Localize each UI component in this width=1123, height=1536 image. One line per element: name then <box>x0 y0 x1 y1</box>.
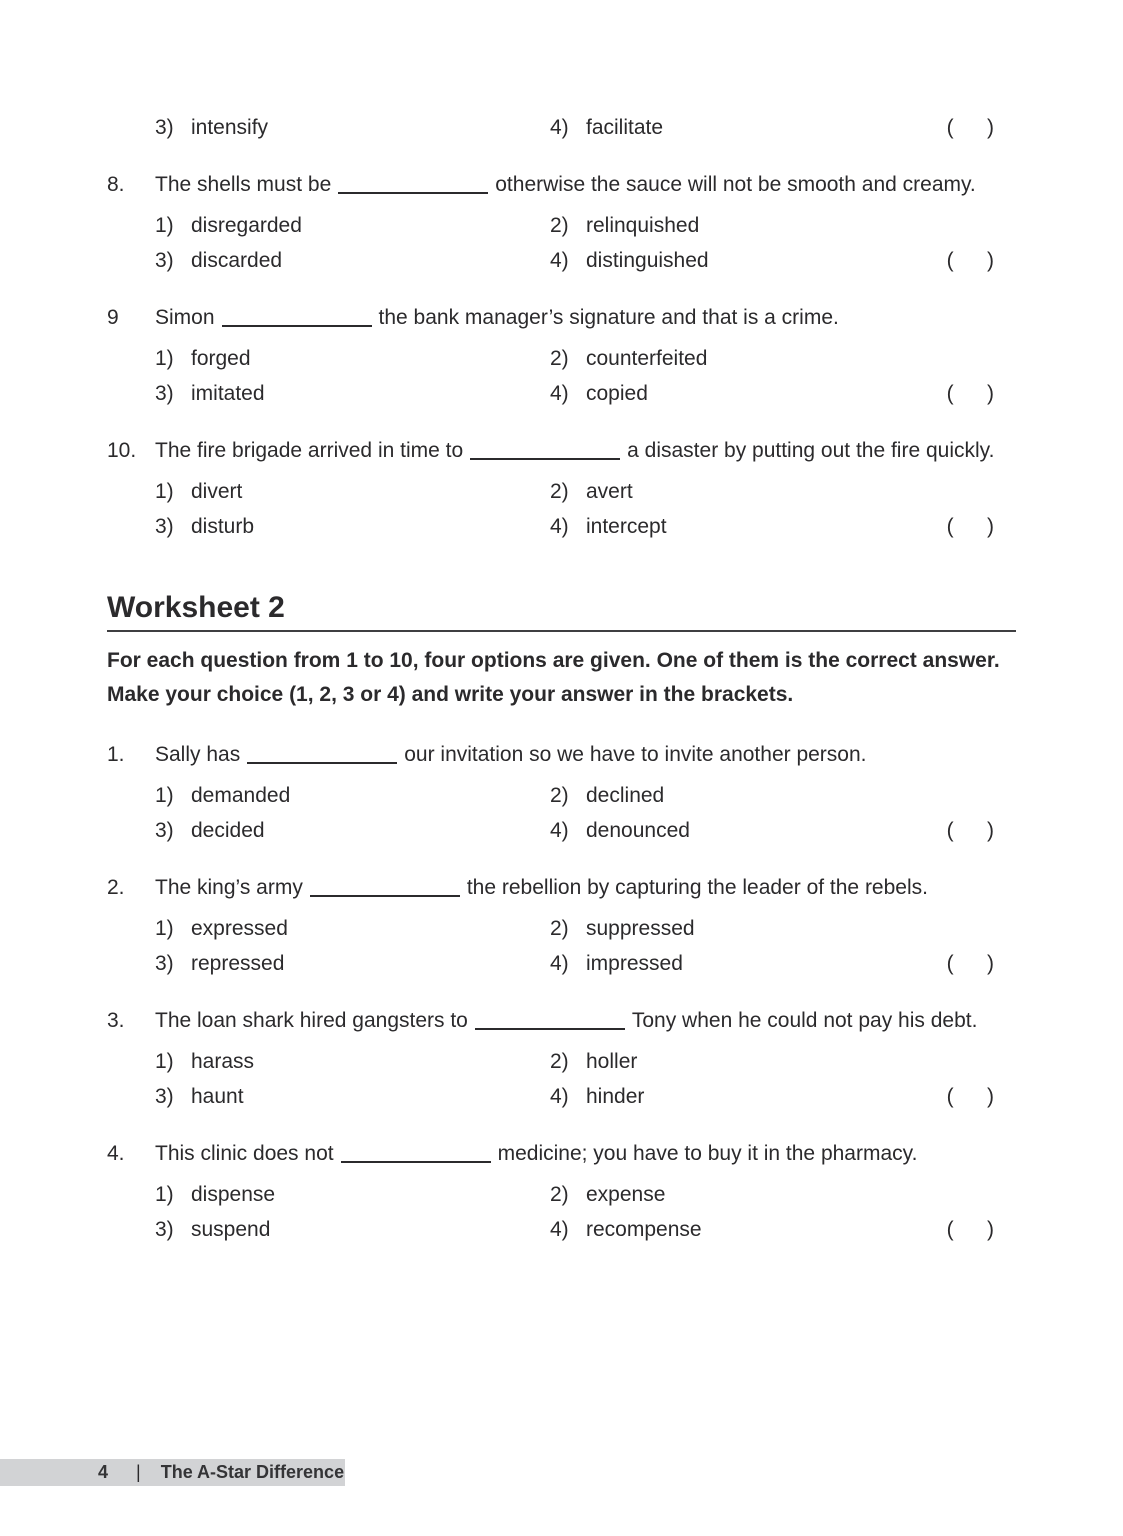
answer-brackets[interactable]: ( ) <box>946 819 996 842</box>
question-line <box>107 433 1016 468</box>
option-number: 2) <box>550 1183 569 1206</box>
question-text-after: our invitation so we have to invite another person. <box>404 743 867 766</box>
option-number: 1) <box>155 480 174 503</box>
question-text-after: otherwise the sauce will not be smooth and creamy. <box>495 173 976 196</box>
question-line <box>107 1003 1016 1038</box>
question-text-after: the rebellion by capturing the leader of the rebels. <box>466 876 928 899</box>
options-row-1 <box>155 778 1016 813</box>
question-text <box>155 1003 1016 1038</box>
question-number: 1. <box>107 743 125 766</box>
answer-blank[interactable] <box>310 895 460 897</box>
option-number: 4) <box>550 116 569 139</box>
question-number: 8. <box>107 173 125 196</box>
question-number: 3. <box>107 1009 125 1032</box>
option-2 <box>550 474 1016 509</box>
option-3 <box>155 110 550 145</box>
option-number: 1) <box>155 1050 174 1073</box>
options-row-2 <box>155 946 1016 981</box>
option-4 <box>550 110 947 145</box>
question-line <box>107 167 1016 202</box>
option-3 <box>155 946 550 981</box>
option-1 <box>155 474 550 509</box>
option-1 <box>155 911 550 946</box>
option-label: distinguished <box>586 249 709 272</box>
options-block <box>155 1044 1016 1114</box>
option-number: 1) <box>155 784 174 807</box>
page-number: 4 <box>98 1462 109 1482</box>
options-block <box>155 341 1016 411</box>
options-block <box>155 208 1016 278</box>
option-number: 4) <box>550 1218 569 1241</box>
option-label: hinder <box>586 1085 645 1108</box>
option-number: 4) <box>550 952 569 975</box>
option-4 <box>550 1212 947 1247</box>
option-label: expressed <box>191 917 288 940</box>
options-row-2 <box>155 509 1016 544</box>
option-number: 3) <box>155 952 174 975</box>
option-number: 2) <box>550 214 569 237</box>
question-number: 9 <box>107 306 119 329</box>
option-number: 3) <box>155 116 174 139</box>
option-label: expense <box>586 1183 666 1206</box>
option-4 <box>550 509 947 544</box>
option-4 <box>550 243 947 278</box>
question-text-before: The shells must be <box>155 173 332 196</box>
worksheet-2-questions <box>107 737 1016 1247</box>
option-label: dispense <box>191 1183 276 1206</box>
answer-brackets[interactable]: ( ) <box>946 116 996 139</box>
answer-brackets[interactable]: ( ) <box>946 382 996 405</box>
answer-blank[interactable] <box>338 192 488 194</box>
option-label: haunt <box>191 1085 244 1108</box>
option-label: relinquished <box>586 214 700 237</box>
option-number: 2) <box>550 1050 569 1073</box>
option-1 <box>155 341 550 376</box>
question-text <box>155 167 1016 202</box>
option-label: intensify <box>191 116 269 139</box>
answer-brackets[interactable]: ( ) <box>946 249 996 272</box>
page-footer <box>0 1459 345 1486</box>
question-text-after: medicine; you have to buy it in the pharmacy. <box>497 1142 918 1165</box>
option-number: 1) <box>155 347 174 370</box>
option-2 <box>550 1044 1016 1079</box>
options-row-2 <box>155 1212 1016 1247</box>
option-2 <box>550 911 1016 946</box>
answer-blank[interactable] <box>222 325 372 327</box>
option-3 <box>155 1212 550 1247</box>
option-number: 3) <box>155 249 174 272</box>
question-text <box>155 870 1016 905</box>
option-number: 2) <box>550 480 569 503</box>
answer-blank[interactable] <box>475 1028 625 1030</box>
option-4 <box>550 946 947 981</box>
options-block <box>155 911 1016 981</box>
question-text <box>155 1136 1016 1171</box>
option-label: suppressed <box>586 917 695 940</box>
option-2 <box>550 208 1016 243</box>
option-number: 4) <box>550 515 569 538</box>
option-1 <box>155 208 550 243</box>
option-3 <box>155 243 550 278</box>
question-text-before: The king’s army <box>155 876 303 899</box>
option-label: intercept <box>586 515 667 538</box>
options-row-1 <box>155 208 1016 243</box>
ws2-question-2 <box>107 870 1016 981</box>
book-title: The A-Star Difference <box>160 1462 345 1482</box>
option-label: disturb <box>191 515 255 538</box>
option-number: 4) <box>550 382 569 405</box>
option-number: 1) <box>155 1183 174 1206</box>
option-label: avert <box>586 480 633 503</box>
option-label: holler <box>586 1050 638 1073</box>
answer-blank[interactable] <box>470 458 620 460</box>
question-text-before: Sally has <box>155 743 241 766</box>
question-number: 10. <box>107 439 137 462</box>
question-text-before: This clinic does not <box>155 1142 334 1165</box>
option-label: demanded <box>191 784 291 807</box>
option-2 <box>550 341 1016 376</box>
option-1 <box>155 1177 550 1212</box>
option-number: 1) <box>155 214 174 237</box>
answer-blank[interactable] <box>247 762 397 764</box>
options-row-1 <box>155 911 1016 946</box>
option-number: 2) <box>550 917 569 940</box>
option-4 <box>550 813 947 848</box>
option-label: denounced <box>586 819 690 842</box>
worksheet-2-header <box>107 590 1016 632</box>
option-label: declined <box>586 784 665 807</box>
option-label: discarded <box>191 249 283 272</box>
question-text-before: The fire brigade arrived in time to <box>155 439 464 462</box>
option-3 <box>155 813 550 848</box>
question-text-after: the bank manager’s signature and that is a crime. <box>378 306 839 329</box>
option-number: 3) <box>155 382 174 405</box>
options-row-1 <box>155 1044 1016 1079</box>
option-label: harass <box>191 1050 255 1073</box>
options-row-2 <box>155 1079 1016 1114</box>
question-text <box>155 433 1016 468</box>
ws2-question-4 <box>107 1136 1016 1247</box>
question-text-after: Tony when he could not pay his debt. <box>631 1009 978 1032</box>
question-text-before: The loan shark hired gangsters to <box>155 1009 468 1032</box>
worksheet-2-heading: Worksheet 2 <box>107 591 285 624</box>
options-row-2 <box>155 813 1016 848</box>
option-4 <box>550 376 947 411</box>
option-number: 3) <box>155 819 174 842</box>
worksheet-2-instructions: For each question from 1 to 10, four options are given. One of them is the correct answer. Make your choice (1, 2, 3 or 4) and write your answer in the brackets. <box>107 649 1000 706</box>
question-number: 4. <box>107 1142 125 1165</box>
option-label: imitated <box>191 382 265 405</box>
answer-brackets[interactable]: ( ) <box>946 1085 996 1108</box>
question-text-before: Simon <box>155 306 215 329</box>
question-text-after: a disaster by putting out the fire quickly. <box>627 439 995 462</box>
ws1-question-8 <box>107 167 1016 278</box>
ws2-question-1 <box>107 737 1016 848</box>
option-label: copied <box>586 382 648 405</box>
question-text <box>155 300 1016 335</box>
option-number: 1) <box>155 917 174 940</box>
option-1 <box>155 1044 550 1079</box>
options-block <box>155 778 1016 848</box>
answer-brackets[interactable]: ( ) <box>946 515 996 538</box>
options-row-1 <box>155 341 1016 376</box>
options-row-2 <box>155 376 1016 411</box>
question-line <box>107 1136 1016 1171</box>
question-text <box>155 737 1016 772</box>
footer-separator: | <box>136 1462 141 1482</box>
option-label: repressed <box>191 952 285 975</box>
ws1-question-10 <box>107 433 1016 544</box>
option-label: counterfeited <box>586 347 708 370</box>
options-row-1 <box>155 474 1016 509</box>
option-number: 3) <box>155 515 174 538</box>
option-3 <box>155 509 550 544</box>
answer-brackets[interactable]: ( ) <box>946 1218 996 1241</box>
question-number: 2. <box>107 876 125 899</box>
option-number: 3) <box>155 1085 174 1108</box>
ws1-question-9 <box>107 300 1016 411</box>
answer-blank[interactable] <box>341 1161 491 1163</box>
option-number: 4) <box>550 249 569 272</box>
option-number: 2) <box>550 347 569 370</box>
question-line <box>107 737 1016 772</box>
option-4 <box>550 1079 947 1114</box>
ws2-question-3 <box>107 1003 1016 1114</box>
worksheet-1-questions <box>107 167 1016 544</box>
option-label: divert <box>191 480 243 503</box>
options-row-2 <box>155 243 1016 278</box>
option-number: 4) <box>550 819 569 842</box>
option-label: facilitate <box>586 116 664 139</box>
option-3 <box>155 376 550 411</box>
option-label: forged <box>191 347 251 370</box>
option-number: 4) <box>550 1085 569 1108</box>
question-line <box>107 870 1016 905</box>
question-7-options-row <box>155 110 1016 145</box>
question-line <box>107 300 1016 335</box>
option-label: suspend <box>191 1218 271 1241</box>
option-number: 3) <box>155 1218 174 1241</box>
options-block <box>155 1177 1016 1247</box>
page-content <box>107 0 1016 1269</box>
option-label: decided <box>191 819 265 842</box>
option-label: recompense <box>586 1218 702 1241</box>
options-block <box>155 474 1016 544</box>
option-1 <box>155 778 550 813</box>
option-label: disregarded <box>191 214 302 237</box>
option-number: 2) <box>550 784 569 807</box>
option-2 <box>550 778 1016 813</box>
answer-brackets[interactable]: ( ) <box>946 952 996 975</box>
option-2 <box>550 1177 1016 1212</box>
options-row-1 <box>155 1177 1016 1212</box>
option-3 <box>155 1079 550 1114</box>
option-label: impressed <box>586 952 683 975</box>
